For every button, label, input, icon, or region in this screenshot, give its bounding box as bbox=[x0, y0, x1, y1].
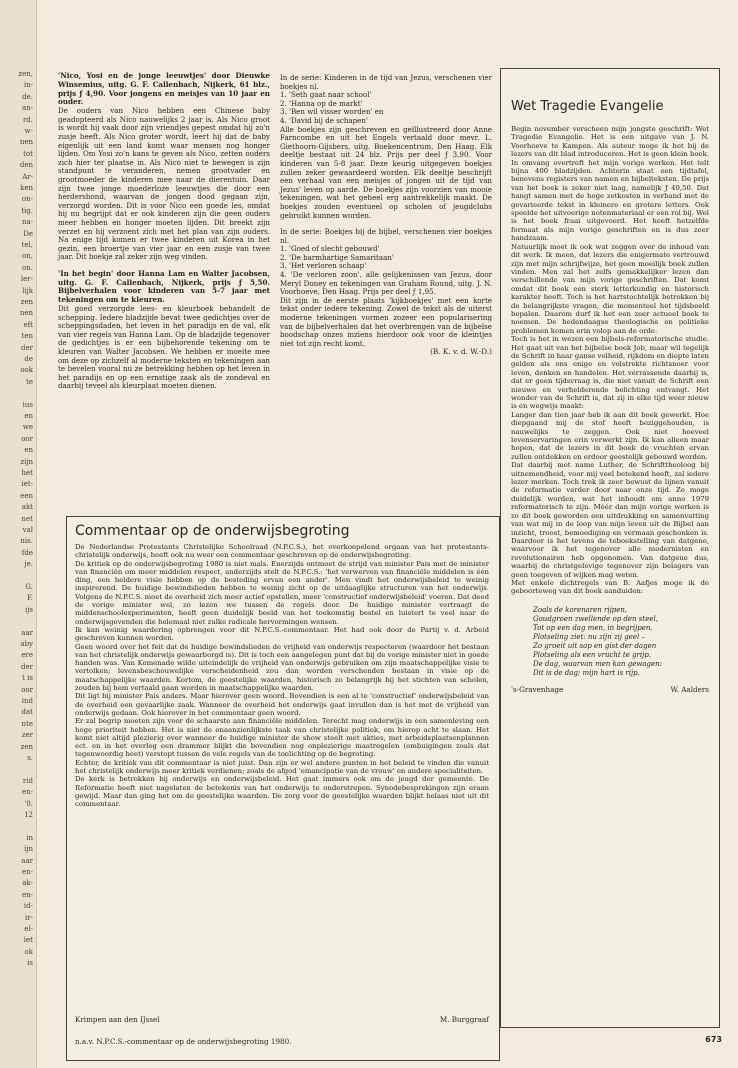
fold-text-fragment: aby bbox=[20, 640, 33, 648]
wet-tragedie-signature-row bbox=[511, 686, 709, 694]
fold-text-fragment: nte bbox=[21, 719, 33, 728]
fold-text-fragment: 12 bbox=[24, 811, 33, 819]
wet-tragedie-author: W. Aalders bbox=[670, 684, 709, 694]
page-number: 673 bbox=[705, 1035, 722, 1044]
fold-text-fragment bbox=[0, 765, 36, 774]
fold-text-fragment: on, bbox=[22, 252, 33, 261]
commentary-paragraph: De kerk is betrokken bij onderwijs en onderwijsbeleid. Het gaat immers ook om de jeugd der gemeente. De Reformatie heeft niet nagelaten de betekenis van het onderwijs te onderstrepen. Synodebesprekingen zijn eraan gewijd. Maar dan ging het om de geestelijke waarden. De zorg voor de geestelijke waarden blijkt helaas niet uit dit commentaar. bbox=[75, 775, 489, 809]
fold-text-fragment: de. bbox=[22, 92, 33, 101]
fold-text-fragment: nen bbox=[19, 138, 33, 147]
fold-text-fragment: ius bbox=[22, 400, 33, 409]
fold-text-fragment: dat bbox=[21, 708, 33, 717]
review-text-in-het-begin: Dit goed verzorgde lees- en kleurboek behandelt de schepping. Iedere bladzijde bevat twee gedichtjes over de scheppingsdaden, het leven in het paradijs en de val, elk van vier regels van Hanna Lam. Op de bladzijde tegenover de gedichtjes is er een bijbehorende tekening om te kleuren van Walter Jacobsen. We hebben er moeite mee om deze op zichzelf al moderne teksten en tekeningen aan te bevelen vooral nu ze betrekking hebben op het leven in het paradijs en op een ernstige zaak als de zondeval en daarbij teveel als kleurplaat moeten dienen. bbox=[58, 304, 270, 391]
fold-text-fragment: on- bbox=[21, 195, 33, 204]
review-text-nico: De ouders van Nico hebben een Chinese baby geadopteerd als Nico nauwelijks 2 jaar is. Als Nico groot is wordt hij vaak door zijn vriendjes gepest omdat hij zo'n zusje heeft. Als Nico groter wordt, leert hij dat de baby eigenlijk uit een land komt waar mensen nog honger lijden. Om Yosi zo'n kans te geven als Nico, zetten ouders zich hier ter plaatse in. Als Nico niet te bewegen is zijn standpunt te veranderen, nemen grootvader en grootmoeder de kinderen mee naar de dierentuin. Daar zijn twee jonge moederloze leeuwtjes die door een herdershond, waarvan de jongen dood gegaan zijn, verzorgd worden. Dit is voor Nico een goede les, omdat hij nu begrijpt dat er ook kinderen zijn die geen ouders meer hebben en honger moeten lijden. Dit breekt zijn verzet en hij verzoent zich met het plan van zijn ouders. Na enige tijd komen er twee kinderen uit Korea in het gezin, een broertje van vier jaar en een zusje van twee jaar. Dit boekje zal zeker zijn weg vinden. bbox=[58, 106, 270, 262]
fold-text-fragment: het bbox=[21, 469, 33, 477]
fold-text-fragment: ir- bbox=[25, 913, 33, 922]
reviewer-signature: (B. K. v. d. W.-D.) bbox=[430, 347, 492, 357]
fold-text-fragment: net bbox=[21, 514, 33, 523]
fold-text-fragment: s. bbox=[27, 754, 33, 762]
wet-tragedie-box bbox=[500, 68, 720, 1028]
fold-text-fragment: lijk bbox=[22, 286, 33, 295]
fold-text-fragment: ijs bbox=[24, 605, 33, 614]
fold-text-fragment: zen bbox=[20, 742, 33, 751]
fold-text-fragment: zen bbox=[20, 298, 33, 306]
fold-text-fragment: F. bbox=[27, 594, 33, 603]
fold-text-fragment: ind bbox=[21, 697, 33, 705]
fold-text-fragment: ok bbox=[24, 947, 33, 956]
poem-line: Dit is de dag; mijn hart is rijp. bbox=[533, 668, 640, 677]
fold-text-fragment: rd. bbox=[22, 115, 33, 124]
fold-text-fragment: en- bbox=[21, 788, 33, 797]
commentary-paragraph: Ik kan weinig waardering opbrengen voor dit N.P.C.S.-commentaar. Het had ook door de Partij v. d. Arbeid geschreven kunnen worden. bbox=[75, 625, 489, 643]
series1-text: Alle boekjes zijn geschreven en geïllustreerd door Anne Farncombe en uit het Engels vertaald door mevr. L. Giethoorn-Gijsbers, uitg. Boekencentrum, Den Haag. Elk deeltje bestaat uit 24 blz. Prijs per deel ƒ 3,90. Voor kinderen van 5-8 jaar. Deze keurig uitgegeven boekjes zullen zeker gewaardeerd worden. Elk deeltje beschrijft een verhaal van een meisjes of jongen uit de tijd van Jezus' leven op aarde. De boekjes zijn voorzien van mooie tekeningen, wat het geheel erg aantrekkelijk maakt. De boekjes zouden eventueel op scholen of jeugdclubs gebruikt kunnen worden. bbox=[280, 124, 492, 220]
fold-text-fragment: fde bbox=[21, 548, 33, 557]
commentary-paragraph: Er zal begrip moeten zijn voor de schaarste aan financiële middelen. Terecht mag onderwijs in een samenleving een hoge prioriteit hebben. Het is niet de onaanzienlijkste taak van christelijke politiek, om hierop acht te slaan. Het komt niet altijd plezierig over wanneer de huidige minister de show steelt met akties, met arbeidsplaatsenplannen ect. en in het overleg een drammer blijkt die bovendien nog onplezierige maatregelen (ombuigingen zoals dat tegenwoordig heet) verstopt tussen de vele regels van de toelichting op de begroting. bbox=[75, 717, 489, 759]
poem bbox=[533, 606, 709, 678]
fold-text-fragment: tel, bbox=[21, 241, 33, 249]
fold-text-fragment: on. bbox=[22, 263, 33, 272]
fold-text-fragment: eft bbox=[23, 320, 33, 329]
poem-line: Tot op een dag men, in begrijpen, bbox=[533, 623, 653, 632]
fold-text-fragment: Ar- bbox=[22, 172, 33, 181]
fold-text-fragment: oor bbox=[21, 685, 33, 694]
poem-line: Plotseling ziet: nu zijn zij geel – bbox=[533, 632, 645, 641]
wet-tragedie-paragraph: Toch is het in wezen een bijbels-reformatorische studie. Het gaat uit van het bijbelse boek Job, maar wil tegelijk de Schrift in haar ganse volheid, rijkdom en diepte laten gelden als ons enige en volstrekte richtsnoer voor leven, denken en handelen. Het verrassende daarbij is, dat er geen tijdsvraag is, die niet vanuit de Schrift een nieuwe en verhelderende belichting ontvangt. Het wonder van de Schrift is, dat zij in elke tijd weer nieuw is en wegwijs maakt: bbox=[511, 335, 709, 411]
fold-text-fragment bbox=[0, 389, 36, 398]
fold-text-fragment: is bbox=[27, 959, 33, 968]
column-middle bbox=[280, 74, 492, 357]
review-title-nico: 'Nico, Yosi en de jonge leeuwtjes' door Dieuwke Winsemius, uitg. G. F. Callenbach, Nijkerk, 61 blz., prijs ƒ 4,90. Voor jongens en meisjes van 10 jaar en ouder. bbox=[58, 71, 270, 107]
fold-text-fragment bbox=[0, 822, 36, 831]
left-page-edge bbox=[0, 0, 37, 1068]
page bbox=[40, 46, 720, 1056]
fold-text-fragment: id- bbox=[23, 902, 33, 911]
fold-text-fragment: den bbox=[19, 161, 33, 170]
wet-tragedie-paragraph: Dat daarbij met name Luther, de Schrifttheoloog bij uitnemendheid, voor mij veel betekend heeft, zal iedere lezer merken. Toch trek ik zeer bewust de lijnen vanuit de reformatie verder door naar onze tijd. Zo moge duidelijk worden, wat het inhoudt om anno 1979 reformatorisch te zijn. Méér dan mijn vorige werken is zo dit boek geworden een uitdrukking en samenvatting van wat mij in de loop van mijn leven uit de Bijbel aan inzicht, troost, bemoediging en vermaan geschonken is. Daardoor is het tevens de teboekstelling van datgene, waarvoor ik het tegenover alle modernisten en revolutionairen heb opgenomen. Van datgene dus, waarbij de christgelovige tegenover zijn belagers van geen toegeven of wijken mag weten. bbox=[511, 461, 709, 579]
series2-item: 3. 'Het verloren schaap' bbox=[280, 261, 367, 271]
series1-item: 1. 'Seth gaat naar school' bbox=[280, 90, 372, 100]
fold-text-fragment: aar bbox=[21, 856, 33, 865]
review-title-in-het-begin: 'In het begin' door Hanna Lam en Walter Jacobsen, uitg. G. F. Callenbach, Nijkerk, prijs ƒ 5,50. Bijbelverhalen voor kinderen van 5-7 jaar met tekeningen om te kleuren. bbox=[58, 268, 270, 305]
wet-tragedie-paragraph: Natuurlijk moet ik ook wat zeggen over de inhoud van dit werk. Ik meen, dat lezers die enigermate vertrouwd zijn met mijn schrijfwijze, het geen moeilijk boek zullen vinden. Men zal het zelfs gemakkelijker lezen dan verschillende van mijn vorige geschriften. Dat komt omdat dit boek een sterk letterkundig en historisch karakter heeft. Toch is het hartstochtelijk betrokken bij de belangrijkste vragen, die momenteel het tijdsbeeld bepalen. Daarom durf ik het een zeer actueel boek te noemen. De hedendaagse theologische en politieke problemen komen erin volop aan de orde. bbox=[511, 242, 709, 335]
commentary-paragraph: Dit ligt bij minister Pais anders. Maar hierover geen woord. Bovendien is een al te 'constructief' onderwijsbeleid van de overheid een gevaarlijke zaak. Wanneer de overheid het onderwijs gaat invullen dan is het met de vrijheid van onderwijs gedaan. Ook hierover in het commentaar geen woord. bbox=[75, 692, 489, 717]
series2-item: 1. 'Goed of slecht gebouwd' bbox=[280, 244, 380, 254]
wet-tragedie-paragraph: Begin november verscheen mijn jongste geschrift: Wet Tragedie Evangelie. Het is een uitgave van J. N. Voorhoeve te Kampen. Als auteur moge ik het bij de lezers van dit blad introduceren. Het is geen klein boek. In omvang overtreft het mijn vorige werken. Het telt bijna 400 bladzijden. Achterin staat een tijdtafel, benevens registers van namen en bijbelteksten. De prijs van het boek is zeker niet laag, namelijk ƒ 49,50. Dat hangt samen met de hoge zetkosten in verband met de gevarieerde tekst in kleinere en grotere letters. Ook speelde het uitvoerige notenmateriaal er een rol bij. Wel is het boek fraai uitgevoerd. Het heeft hetzelfde formaat als mijn vorige geschriften en is dus zeer handzaam. bbox=[511, 125, 709, 243]
fold-text-fragment: en bbox=[24, 412, 33, 420]
commentary-body bbox=[75, 543, 489, 809]
fold-text-fragment: een bbox=[20, 491, 33, 500]
fold-text-fragment: G. bbox=[25, 583, 33, 591]
series1-item: 2. 'Hanna op de markt' bbox=[280, 98, 363, 108]
fold-text-fragment: tig. bbox=[21, 206, 33, 215]
fold-text-fragment: oor bbox=[21, 434, 33, 443]
fold-text-fragment: rid bbox=[22, 776, 33, 785]
series2-item: 2. 'De barmhartige Samaritaan' bbox=[280, 252, 394, 262]
series2-item: 4. 'De verloren zoon', alle gelijkenissen van Jezus, door Meryl Doney en tekeningen van Graham Round, uitg. J. N. Voorhoeve, Den Haag. Prijs per deel ƒ 1,95. bbox=[280, 270, 492, 297]
poem-line: Plotseling als een vrucht te grijp. bbox=[533, 650, 652, 659]
fold-text-fragment: en- bbox=[21, 868, 33, 876]
fold-text-fragment: tot bbox=[23, 149, 33, 158]
fold-text-fragment: ere bbox=[21, 651, 33, 660]
fold-text-fragment: iet- bbox=[21, 480, 33, 489]
poem-line: Zoals de korenaren rijpen, bbox=[533, 605, 628, 614]
fold-text-fragment: '0. bbox=[24, 799, 33, 808]
fold-text-fragment: ak- bbox=[22, 879, 33, 888]
fold-text-fragment: zer bbox=[21, 731, 33, 740]
commentary-paragraph: De Nederlandse Protestants Christelijke Schoolraad (N.P.C.S.), het overkoepelend orgaan van het protestants-christelijk onderwijs, heeft ook nu weer een commentaar geschreven op de onderwijsbegroting. bbox=[75, 543, 489, 560]
commentary-place: Krimpen aan den IJssel bbox=[75, 1015, 160, 1024]
commentary-paragraph: Echter, de kritiek van dit commentaar is niet juist. Dan zijn er wel andere punten in het beleid te vinden die vanuit het christelijk onderwijs meer kritiek verdienen; zoals de afgod 'emancipatie van de vrouw' en andere specialiteiten. bbox=[75, 758, 489, 776]
fold-text-fragment: na- bbox=[21, 218, 33, 227]
fold-text-fragment: de bbox=[24, 355, 33, 363]
series2-intro: In de serie: Boekjes bij de bijbel, verschenen vier boekjes nl. bbox=[280, 227, 492, 245]
commentary-title: Commentaar op de onderwijsbegroting bbox=[75, 523, 350, 539]
fold-text-fragment: en bbox=[24, 446, 33, 455]
fold-text-fragment bbox=[0, 617, 36, 626]
commentary-box bbox=[66, 516, 500, 1061]
series1-intro: In de serie: Kinderen in de tijd van Jezus, verschenen vier boekjes nl. bbox=[280, 73, 492, 91]
fold-text-fragment: der bbox=[21, 343, 33, 352]
fold-text-fragment: iet bbox=[23, 936, 33, 945]
fold-text-fragment: ler- bbox=[20, 275, 33, 284]
fold-text-fragment: je. bbox=[24, 560, 33, 569]
fold-text-fragment: en- bbox=[21, 890, 33, 899]
poem-line: Zo groeit uit sap en gist der dagen bbox=[533, 641, 657, 650]
series1-item: 4. 'David bij de schapen' bbox=[280, 115, 368, 125]
commentary-signature-row bbox=[75, 1015, 489, 1024]
fold-text-fragment: ten bbox=[21, 332, 33, 341]
commentary-author: M. Burggraaf bbox=[439, 1015, 489, 1024]
fold-text-fragment: in bbox=[26, 833, 33, 842]
wet-tragedie-title: Wet Tragedie Evangelie bbox=[511, 99, 664, 114]
fold-text-fragment: an- bbox=[21, 104, 33, 113]
fold-text-fragment: val bbox=[22, 526, 33, 534]
fold-text-fragment: ijn bbox=[24, 845, 33, 854]
fold-text-fragment: ken bbox=[20, 184, 33, 192]
series2-list bbox=[280, 245, 492, 297]
wet-tragedie-place: 's-Gravenhage bbox=[511, 684, 564, 694]
fold-text-fragment: De bbox=[23, 229, 33, 238]
fold-text-fragment: aar bbox=[21, 628, 33, 637]
commentary-paragraph: De kritiek op de onderwijsbegroting 1980 is niet mals. Enerzijds ontmoet de strijd van minister Pais met de minister van financiën om meer middelen respect, anderzijds stelt de N.P.C.S.: 'het verwerven van financiële middelen is één ding, een heldere visie hebben op de besteding ervan een ander'. Men vindt het onderwijsbeleid te weinig inspirerend. De huidige bewindslieden hebben te weinig zicht op de uitdaaglijke structuren van het onderwijs. Volgens de N.P.C.S. moet de overheid zich meer actief opstellen, meer 'constructief onderwijsbeleid' voeren. Dat deed de vorige minister wel, zo lezen we tussen de regels door. De huidige minister vertraagt de middenschoolexperimenten, heeft geen duidelijk beeld van het toekomstig bestel en luistert te veel naar de onderwijsgevenden die helemaal niet zulke radicale hervormingen wensen. bbox=[75, 559, 489, 626]
commentary-paragraph: Geen woord over het feit dat de huidige bewindslieden de vrijheid van onderwijs respecteren (waardoor het bestaan van het christelijk onderwijs gewaarborgd is). Dit is toch een aangelegen punt dat bij de vorige minister niet in goede handen was. Van Kemenade wilde uiteindelijk de vrijheid van onderwijs gebruiken om zijn maatschappelijke visie te vertolken; levensbeschouwelijke verscheidenheid zou dan worden verschenden bestaan in visie op de maatschappelijke waarden. Kortom, de geestelijke waarden, historisch zo belangrijk bij het stichten van scholen, zouden bij hem vertaald gaan worden in maatschappelijke waarden. bbox=[75, 642, 489, 693]
fold-text-fragment: el- bbox=[24, 925, 33, 933]
poem-line: De dag, waarvan men kan gewagen: bbox=[533, 659, 663, 668]
wet-tragedie-body bbox=[511, 125, 709, 694]
poem-line: Goudgroen zwellende op den steel, bbox=[533, 614, 658, 623]
fold-text-fragment: t is bbox=[22, 674, 33, 683]
series2-text: Dit zijn in de eerste plaats 'kijkboekjes' met een korte tekst onder iedere tekening. Zowel de tekst als de uiterst moderne tekeningen vormen zozeer een popularisering van de bijbelverhalen dat het overbrengen van de bijbelse boodschap onzes inziens hierdoor ook voor de kleintjes niet tot zijn recht komt. bbox=[280, 295, 492, 348]
fold-text-fragment bbox=[0, 572, 36, 581]
fold-text-fragment: nen bbox=[19, 309, 33, 318]
fold-text-fragment: nis. bbox=[20, 537, 33, 546]
fold-text-fragment: we bbox=[22, 423, 33, 432]
fold-text-fragment: akt bbox=[21, 503, 33, 512]
fold-text-fragment: w- bbox=[24, 127, 33, 135]
commentary-note: n.a.v. N.P.C.S.-commentaar op de onderwijsbegroting 1980. bbox=[75, 1037, 292, 1046]
wet-tragedie-paragraph: Met enkele dichtregels van B. Aafjes moge ik de geboorteweg van dit boek aanduiden: bbox=[511, 578, 709, 596]
column-left bbox=[58, 72, 270, 391]
fold-text-fragment: in- bbox=[23, 81, 33, 90]
wet-tragedie-paragraph: Langer dan tien jaar heb ik aan dit boek gewerkt. Hoe diepgaand mij de stof heeft beziggehouden, is nauwelijks te zeggen. Ook niet hoeveel levenservaringen erin verwerkt zijn. Ik kan alleen maar hopen, dat de lezers in dit boek de vruchten ervan zullen ontdekken en erdoor geestelijk gebouwd worden. bbox=[511, 410, 709, 461]
fold-text-fragment: ook bbox=[20, 366, 33, 375]
fold-text-fragment: te bbox=[26, 377, 33, 386]
fold-text-fragment: zen, bbox=[18, 70, 33, 78]
series1-item: 3. 'Ben wil visser worden' en bbox=[280, 107, 384, 117]
fold-text-fragment: der bbox=[21, 662, 33, 671]
fold-text-fragment: zijn bbox=[20, 457, 33, 466]
series1-list bbox=[280, 91, 492, 125]
